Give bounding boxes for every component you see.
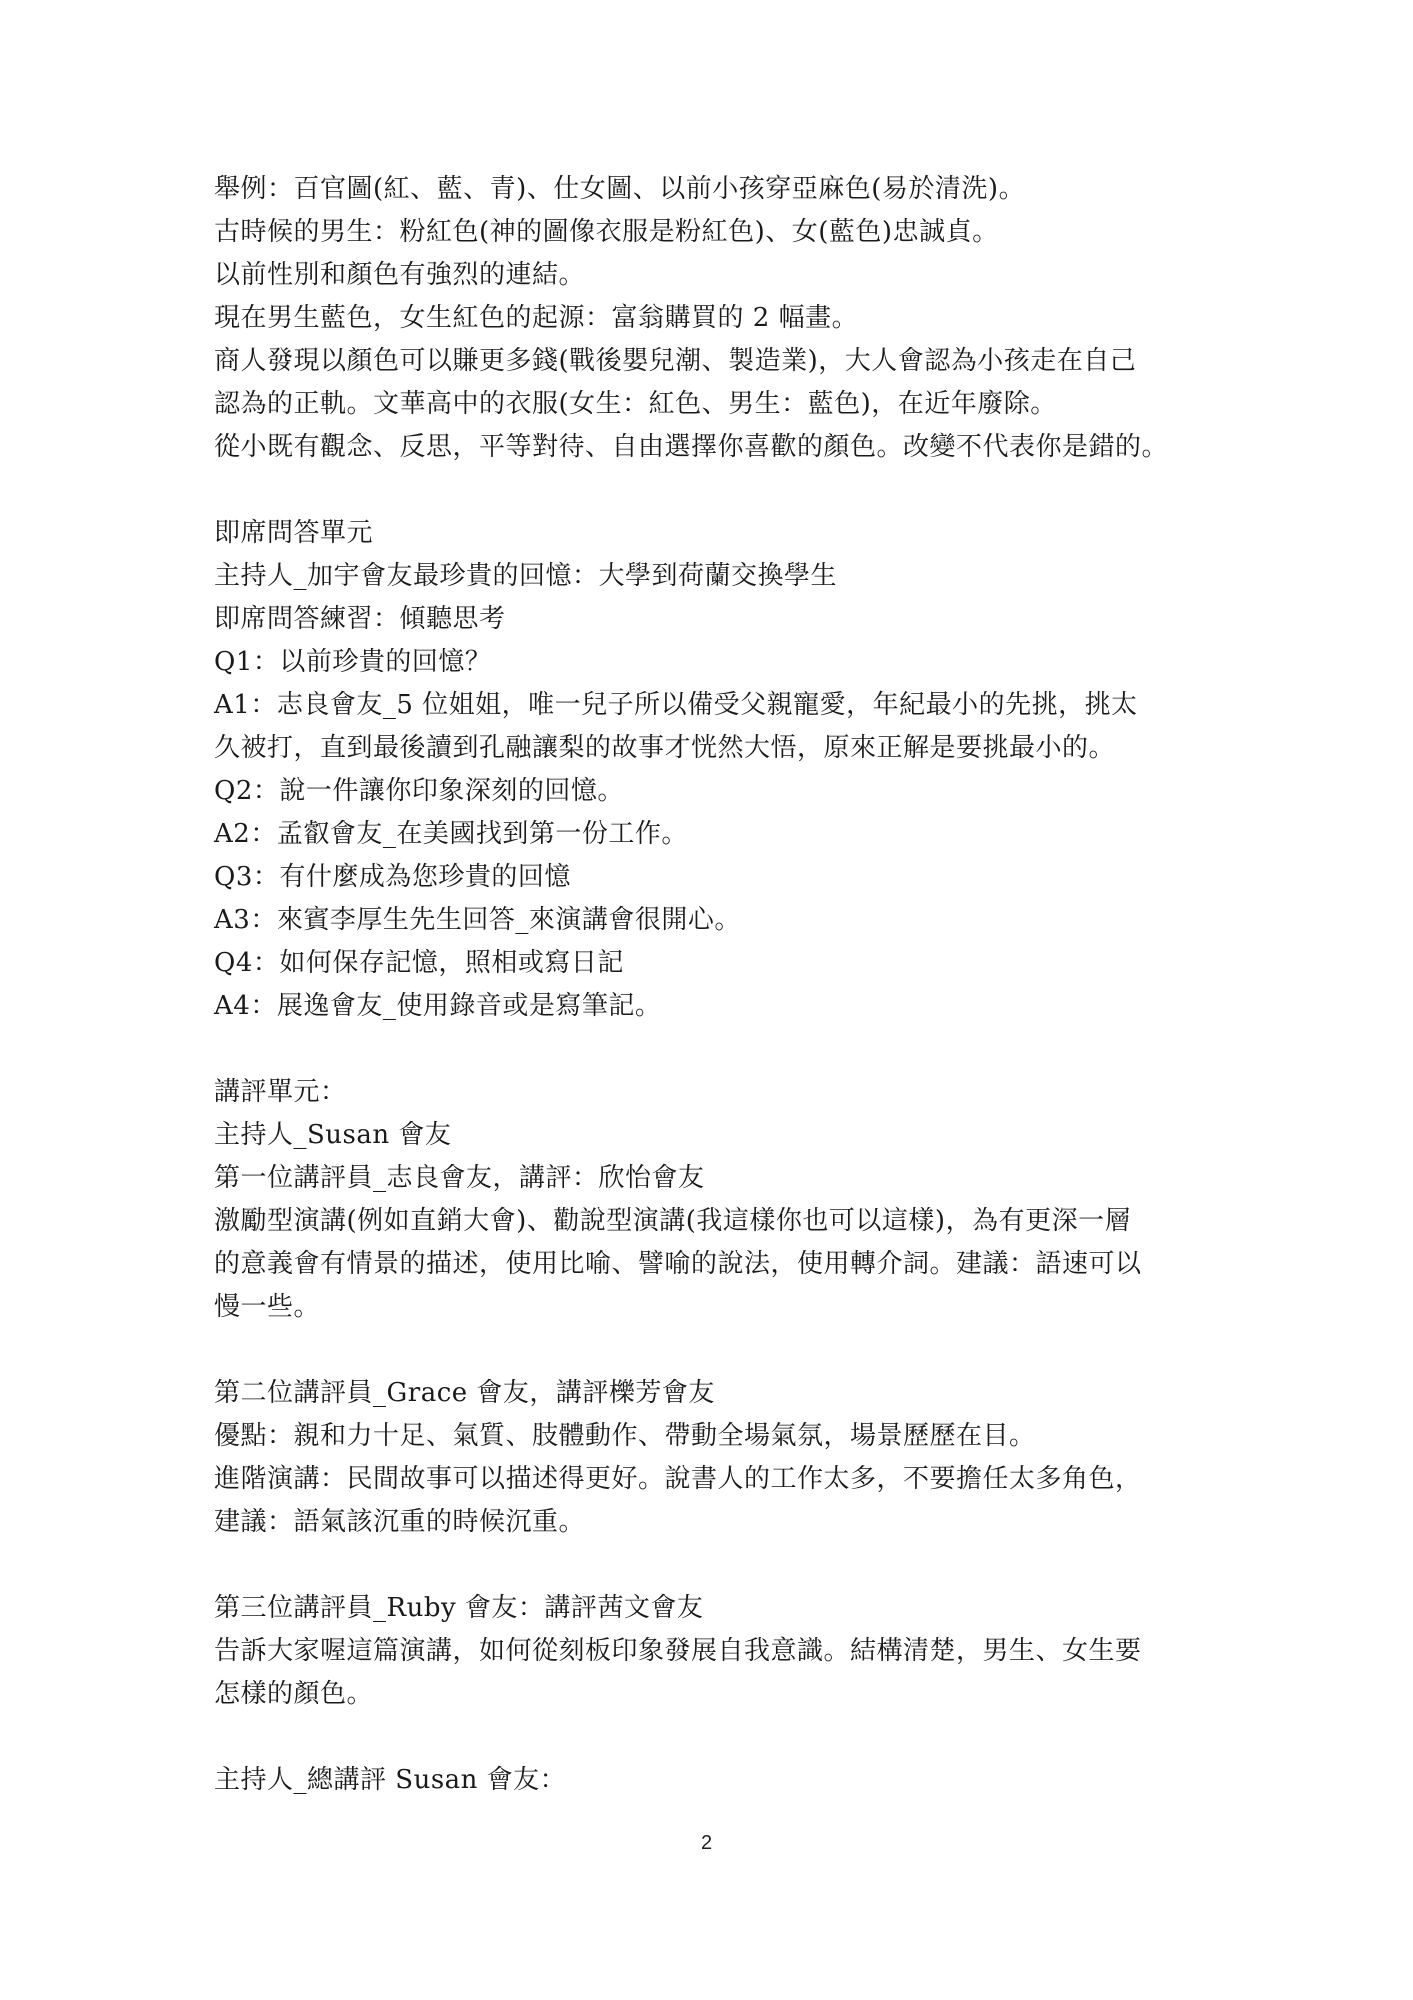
text-line: 優點：親和力十足、氣質、肢體動作、帶動全場氣氛，場景歷歷在目。: [214, 1421, 1036, 1451]
text-line: 激勵型演講(例如直銷大會)、勸說型演講(我這樣你也可以這樣)，為有更深一層: [214, 1206, 1132, 1236]
paragraph-spacer: [214, 1028, 1204, 1071]
text-line: 舉例：百官圖(紅、藍、青)、仕女圖、以前小孩穿亞麻色(易於清洗)。: [214, 174, 1026, 204]
answer-line: A4：展逸會友_使用錄音或是寫筆記。: [214, 991, 662, 1021]
text-line: 即席問答練習：傾聽思考: [214, 604, 506, 634]
answer-line: A2：孟叡會友_在美國找到第一份工作。: [214, 819, 688, 849]
text-line: 建議：語氣該沉重的時候沉重。: [214, 1507, 586, 1537]
text-line: 主持人_Susan 會友: [214, 1120, 452, 1150]
paragraph-spacer: [214, 469, 1204, 512]
section-heading: 即席問答單元: [214, 518, 374, 548]
question-line: Q1：以前珍貴的回憶？: [214, 647, 492, 677]
paragraph-spacer: [214, 1716, 1204, 1759]
text-line: 現在男生藍色，女生紅色的起源：富翁購買的 2 幅畫。: [214, 303, 859, 333]
paragraph-evaluation-1: [214, 1071, 1204, 1329]
question-line: Q3：有什麼成為您珍貴的回憶: [214, 862, 571, 892]
answer-line: 久被打，直到最後讀到孔融讓梨的故事才恍然大悟，原來正解是要挑最小的。: [214, 733, 1116, 763]
text-line: 第二位講評員_Grace 會友，講評櫟芳會友: [214, 1378, 715, 1408]
answer-line: A1：志良會友_5 位姐姐，唯一兒子所以備受父親寵愛，年紀最小的先挑，挑太: [214, 690, 1138, 720]
text-line: 進階演講：民間故事可以描述得更好。說書人的工作太多，不要擔任太多角色，: [214, 1464, 1142, 1494]
paragraph-evaluation-2: [214, 1372, 1204, 1544]
text-line: 第三位講評員_Ruby 會友：講評茜文會友: [214, 1593, 704, 1623]
paragraph-general-evaluation: [214, 1759, 1204, 1802]
text-line: 主持人_加宇會友最珍貴的回憶：大學到荷蘭交換學生: [214, 561, 838, 591]
paragraph-spacer: [214, 1329, 1204, 1372]
paragraph-color-history: [214, 168, 1204, 469]
document-body: [214, 168, 1204, 1802]
text-line: 以前性別和顏色有強烈的連結。: [214, 260, 586, 290]
paragraph-table-topics: [214, 512, 1204, 1028]
text-line: 古時候的男生：粉紅色(神的圖像衣服是粉紅色)、女(藍色)忠誠貞。: [214, 217, 999, 247]
text-line: 慢一些。: [214, 1292, 321, 1322]
page-number: 2: [700, 1832, 713, 1854]
answer-line: A3：來賓李厚生先生回答_來演講會很開心。: [214, 905, 741, 935]
text-line: 認為的正軌。文華高中的衣服(女生：紅色、男生：藍色)，在近年廢除。: [214, 389, 1057, 419]
section-heading: 講評單元：: [214, 1077, 347, 1107]
paragraph-evaluation-3: [214, 1587, 1204, 1716]
paragraph-spacer: [214, 1544, 1204, 1587]
text-line: 的意義會有情景的描述，使用比喻、譬喻的說法，使用轉介詞。建議：語速可以: [214, 1249, 1142, 1279]
text-line: 告訴大家喔這篇演講，如何從刻板印象發展自我意識。結構清楚，男生、女生要: [214, 1636, 1142, 1666]
text-line: 第一位講評員_志良會友，講評：欣怡會友: [214, 1163, 705, 1193]
text-line: 從小既有觀念、反思，平等對待、自由選擇你喜歡的顏色。改變不代表你是錯的。: [214, 432, 1169, 462]
text-line: 商人發現以顏色可以賺更多錢(戰後嬰兒潮、製造業)，大人會認為小孩走在自己: [214, 346, 1137, 376]
text-line: 怎樣的顏色。: [214, 1679, 374, 1709]
question-line: Q2：說一件讓你印象深刻的回憶。: [214, 776, 624, 806]
question-line: Q4：如何保存記憶，照相或寫日記: [214, 948, 624, 978]
text-line: 主持人_總講評 Susan 會友：: [214, 1765, 567, 1795]
